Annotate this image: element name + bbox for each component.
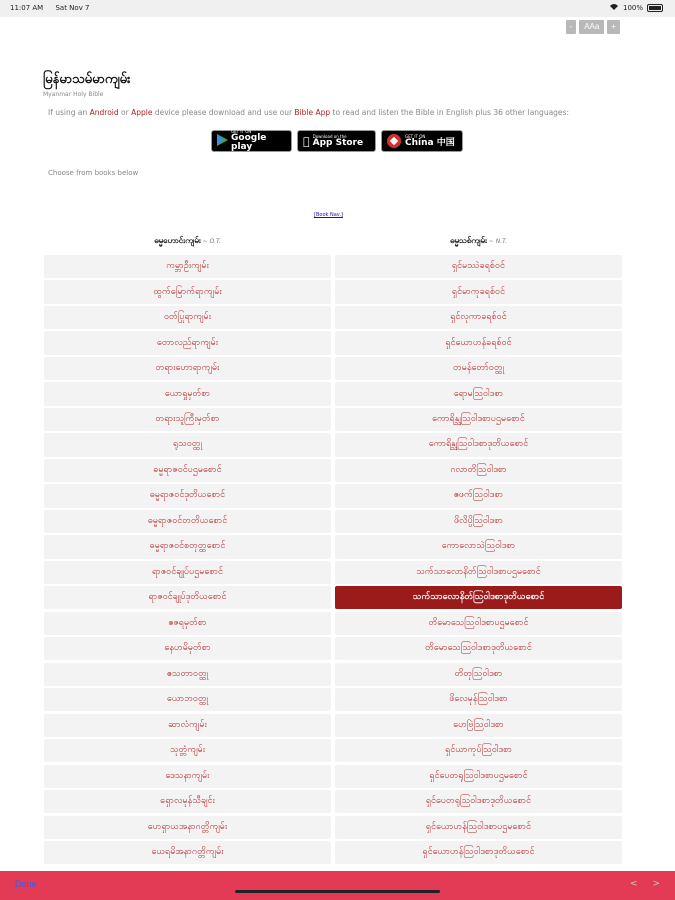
nt-book-item[interactable]: တမန်တော်ဝတ္ထု xyxy=(335,357,622,380)
app-store-small: Download on the xyxy=(306,133,340,139)
android-link[interactable]: Android xyxy=(89,108,119,117)
home-indicator xyxy=(235,890,440,893)
page-title: မြန်မာသမ်မာကျမ်း xyxy=(43,72,131,87)
nt-book-item[interactable]: ရှင်လုကာခရစ်ဝင် xyxy=(335,306,622,329)
bottom-toolbar xyxy=(0,871,675,900)
back-arrow-icon[interactable]: < xyxy=(629,879,638,889)
ot-book-item[interactable]: ဟေရှာယအနာဂတ္တိကျမ်း xyxy=(44,816,331,839)
ot-book-item[interactable]: ဧသတာဝတ္ထု xyxy=(44,663,331,686)
ot-heading-label: ဓမ္မဟောင်းကျမ်း xyxy=(154,236,201,245)
nt-book-item[interactable]: ဧဖက်ဩဝါဒစာ xyxy=(335,484,622,507)
ot-book-item[interactable]: ဓမ္မရာဇဝင်ဒုတိယစောင် xyxy=(44,484,331,507)
ot-book-item[interactable]: သုတ္တံကျမ်း xyxy=(44,739,331,762)
book-nav-link[interactable]: [Book Nav.] xyxy=(314,212,343,218)
notice-text-4: to read and listen the Bible in English plus 36 other languages: xyxy=(330,108,569,117)
status-time: 11:07 AM xyxy=(10,4,44,12)
done-button[interactable]: Done xyxy=(15,879,37,889)
font-size-button[interactable]: AAa xyxy=(579,20,604,34)
page-subtitle: Myanmar Holy Bible xyxy=(43,91,104,98)
nt-book-item[interactable]: ကောရိန္သုဩဝါဒစာဒုတိယစောင် xyxy=(335,433,622,456)
battery-icon xyxy=(647,4,663,12)
choose-books-text: Choose from books below xyxy=(48,169,139,177)
ot-book-item[interactable]: ရုသဝတ္ထု xyxy=(44,433,331,456)
status-date: Sat Nov 7 xyxy=(55,4,90,12)
ot-heading-abbr: ~ O.T. xyxy=(200,238,221,245)
nt-book-item[interactable]: တိမောသေဩဝါဒစာပဌမစောင် xyxy=(335,612,622,635)
app-store-badge[interactable] xyxy=(297,130,376,152)
ot-book-item[interactable]: ယောဘဝတ္ထု xyxy=(44,688,331,711)
china-store-icon xyxy=(387,134,401,148)
notice-text-3: device please download and use our xyxy=(152,108,295,117)
nt-book-item[interactable]: ကောလောသဲဩဝါဒစာ xyxy=(335,535,622,558)
china-store-small: GET IT ON xyxy=(405,133,426,139)
nt-book-item[interactable]: ကောရိန္သုဩဝါဒစာပဌမစောင် xyxy=(335,408,622,431)
wifi-icon xyxy=(609,3,619,13)
bible-app-link[interactable]: Bible App xyxy=(294,108,331,117)
nt-book-item[interactable]: ရှင်မာကုခရစ်ဝင် xyxy=(335,280,622,303)
decrease-font-button[interactable]: - xyxy=(566,20,577,34)
ot-book-item[interactable]: နေဟမိမှတ်စာ xyxy=(44,637,331,660)
status-right xyxy=(609,3,663,13)
ot-book-item[interactable]: ရာဇဝင်ချုပ်ဒုတိယစောင် xyxy=(44,586,331,609)
ot-book-item[interactable]: ဆာလံကျမ်း xyxy=(44,714,331,737)
store-badges xyxy=(211,130,463,152)
ot-book-item[interactable]: ဓမ္မရာဇဝင်တတိယစောင် xyxy=(44,510,331,533)
increase-font-button[interactable]: + xyxy=(607,20,620,34)
notice-text-1: If using an xyxy=(48,108,90,117)
nt-book-item[interactable]: ရောမဩဝါဒစာ xyxy=(335,382,622,405)
google-play-badge[interactable] xyxy=(211,130,292,152)
nt-book-item[interactable]: ဖိလိပ္ပိဩဝါဒစာ xyxy=(335,510,622,533)
google-play-label: Google play xyxy=(231,133,267,152)
nt-book-item[interactable]: ဖိလေမုန်ဩဝါဒစာ xyxy=(335,688,622,711)
ot-book-item[interactable]: ဓမ္မရာဇဝင်ပဌမစောင် xyxy=(44,459,331,482)
ot-book-item[interactable]: ဓမ္မရာဇဝင်စတုတ္ထစောင် xyxy=(44,535,331,558)
app-notice xyxy=(48,108,569,117)
nt-heading xyxy=(335,235,622,247)
font-size-controls xyxy=(566,20,620,34)
china-store-label: China 中国 xyxy=(405,137,455,148)
ot-book-item[interactable]: တရားသူကြီးမှတ်စာ xyxy=(44,408,331,431)
nt-book-item[interactable]: ရှင်ယောဟန်ဩဝါဒစာပဌမစောင် xyxy=(335,816,622,839)
google-play-small: GET IT ON xyxy=(231,129,252,134)
google-play-icon xyxy=(217,134,228,149)
ot-book-item[interactable]: တောလည်ရာကျမ်း xyxy=(44,331,331,354)
nt-book-item[interactable]: သက်သာလောနိတ်ဩဝါဒစာဒုတိယစောင် xyxy=(335,586,622,609)
ot-book-item[interactable]: ရှောလမုန်သီချင်း xyxy=(44,790,331,813)
status-left xyxy=(10,4,100,12)
china-store-text xyxy=(405,135,455,148)
ot-book-item[interactable]: ဧဇရမှတ်စာ xyxy=(44,612,331,635)
nt-book-item[interactable]: တိတုဩဝါဒစာ xyxy=(335,663,622,686)
google-play-text xyxy=(231,130,286,152)
nav-arrows xyxy=(630,879,660,889)
nt-heading-label: ဓမ္မသစ်ကျမ်း xyxy=(449,236,487,245)
ot-book-item[interactable]: တရားဟောရာကျမ်း xyxy=(44,357,331,380)
ot-book-item[interactable]: ယေရမိအနာဂတ္တိကျမ်း xyxy=(44,841,331,864)
nt-book-item[interactable]: တိမောသေဩဝါဒစာဒုတိယစောင် xyxy=(335,637,622,660)
ot-book-item[interactable]: ဒေသနာကျမ်း xyxy=(44,765,331,788)
status-bar xyxy=(0,0,675,17)
ot-book-item[interactable]: ရာဇဝင်ချုပ်ပဌမစောင် xyxy=(44,561,331,584)
ot-book-item[interactable]: ယောရှုမှတ်စာ xyxy=(44,382,331,405)
nt-book-item[interactable]: ဟေဗြဲဩဝါဒစာ xyxy=(335,714,622,737)
nt-heading-abbr: ~ N.T. xyxy=(486,238,508,245)
ot-book-item[interactable]: ထွက်မြောက်ရာကျမ်း xyxy=(44,280,331,303)
nt-book-item[interactable]: ရှင်ယောဟန်ဩဝါဒစာဒုတိယစောင် xyxy=(335,841,622,864)
nt-book-item[interactable]: ရှင်မဿဲခရစ်ဝင် xyxy=(335,255,622,278)
ot-heading xyxy=(44,235,331,247)
nt-book-item[interactable]: ရှင်ပေတရုဩဝါဒစာပဌမစောင် xyxy=(335,765,622,788)
nt-book-item[interactable]: ရှင်ပေတရုဩဝါဒစာဒုတိယစောင် xyxy=(335,790,622,813)
nt-book-item[interactable]: ရှင်ယောဟန်ခရစ်ဝင် xyxy=(335,331,622,354)
ot-book-item[interactable]: ကမ္ဘာဦးကျမ်း xyxy=(44,255,331,278)
app-store-text xyxy=(306,133,364,148)
nt-book-item[interactable]: သက်သာလောနိတ်ဩဝါဒစာပဌမစောင် xyxy=(335,561,622,584)
apple-icon xyxy=(303,135,310,148)
notice-text-2: or xyxy=(118,108,132,117)
forward-arrow-icon[interactable]: > xyxy=(652,879,660,889)
nt-book-list xyxy=(335,255,622,864)
apple-link[interactable]: Apple xyxy=(131,108,153,117)
ot-book-item[interactable]: ဝတ်ပြုရာကျမ်း xyxy=(44,306,331,329)
nt-book-item[interactable]: ဂလာတိဩဝါဒစာ xyxy=(335,459,622,482)
app-store-label: App Store xyxy=(306,137,357,148)
battery-percent: 100% xyxy=(622,4,643,12)
china-store-badge[interactable] xyxy=(381,130,463,152)
nt-book-item[interactable]: ရှင်ယာကုပ်ဩဝါဒစာ xyxy=(335,739,622,762)
ot-book-list xyxy=(44,255,331,864)
